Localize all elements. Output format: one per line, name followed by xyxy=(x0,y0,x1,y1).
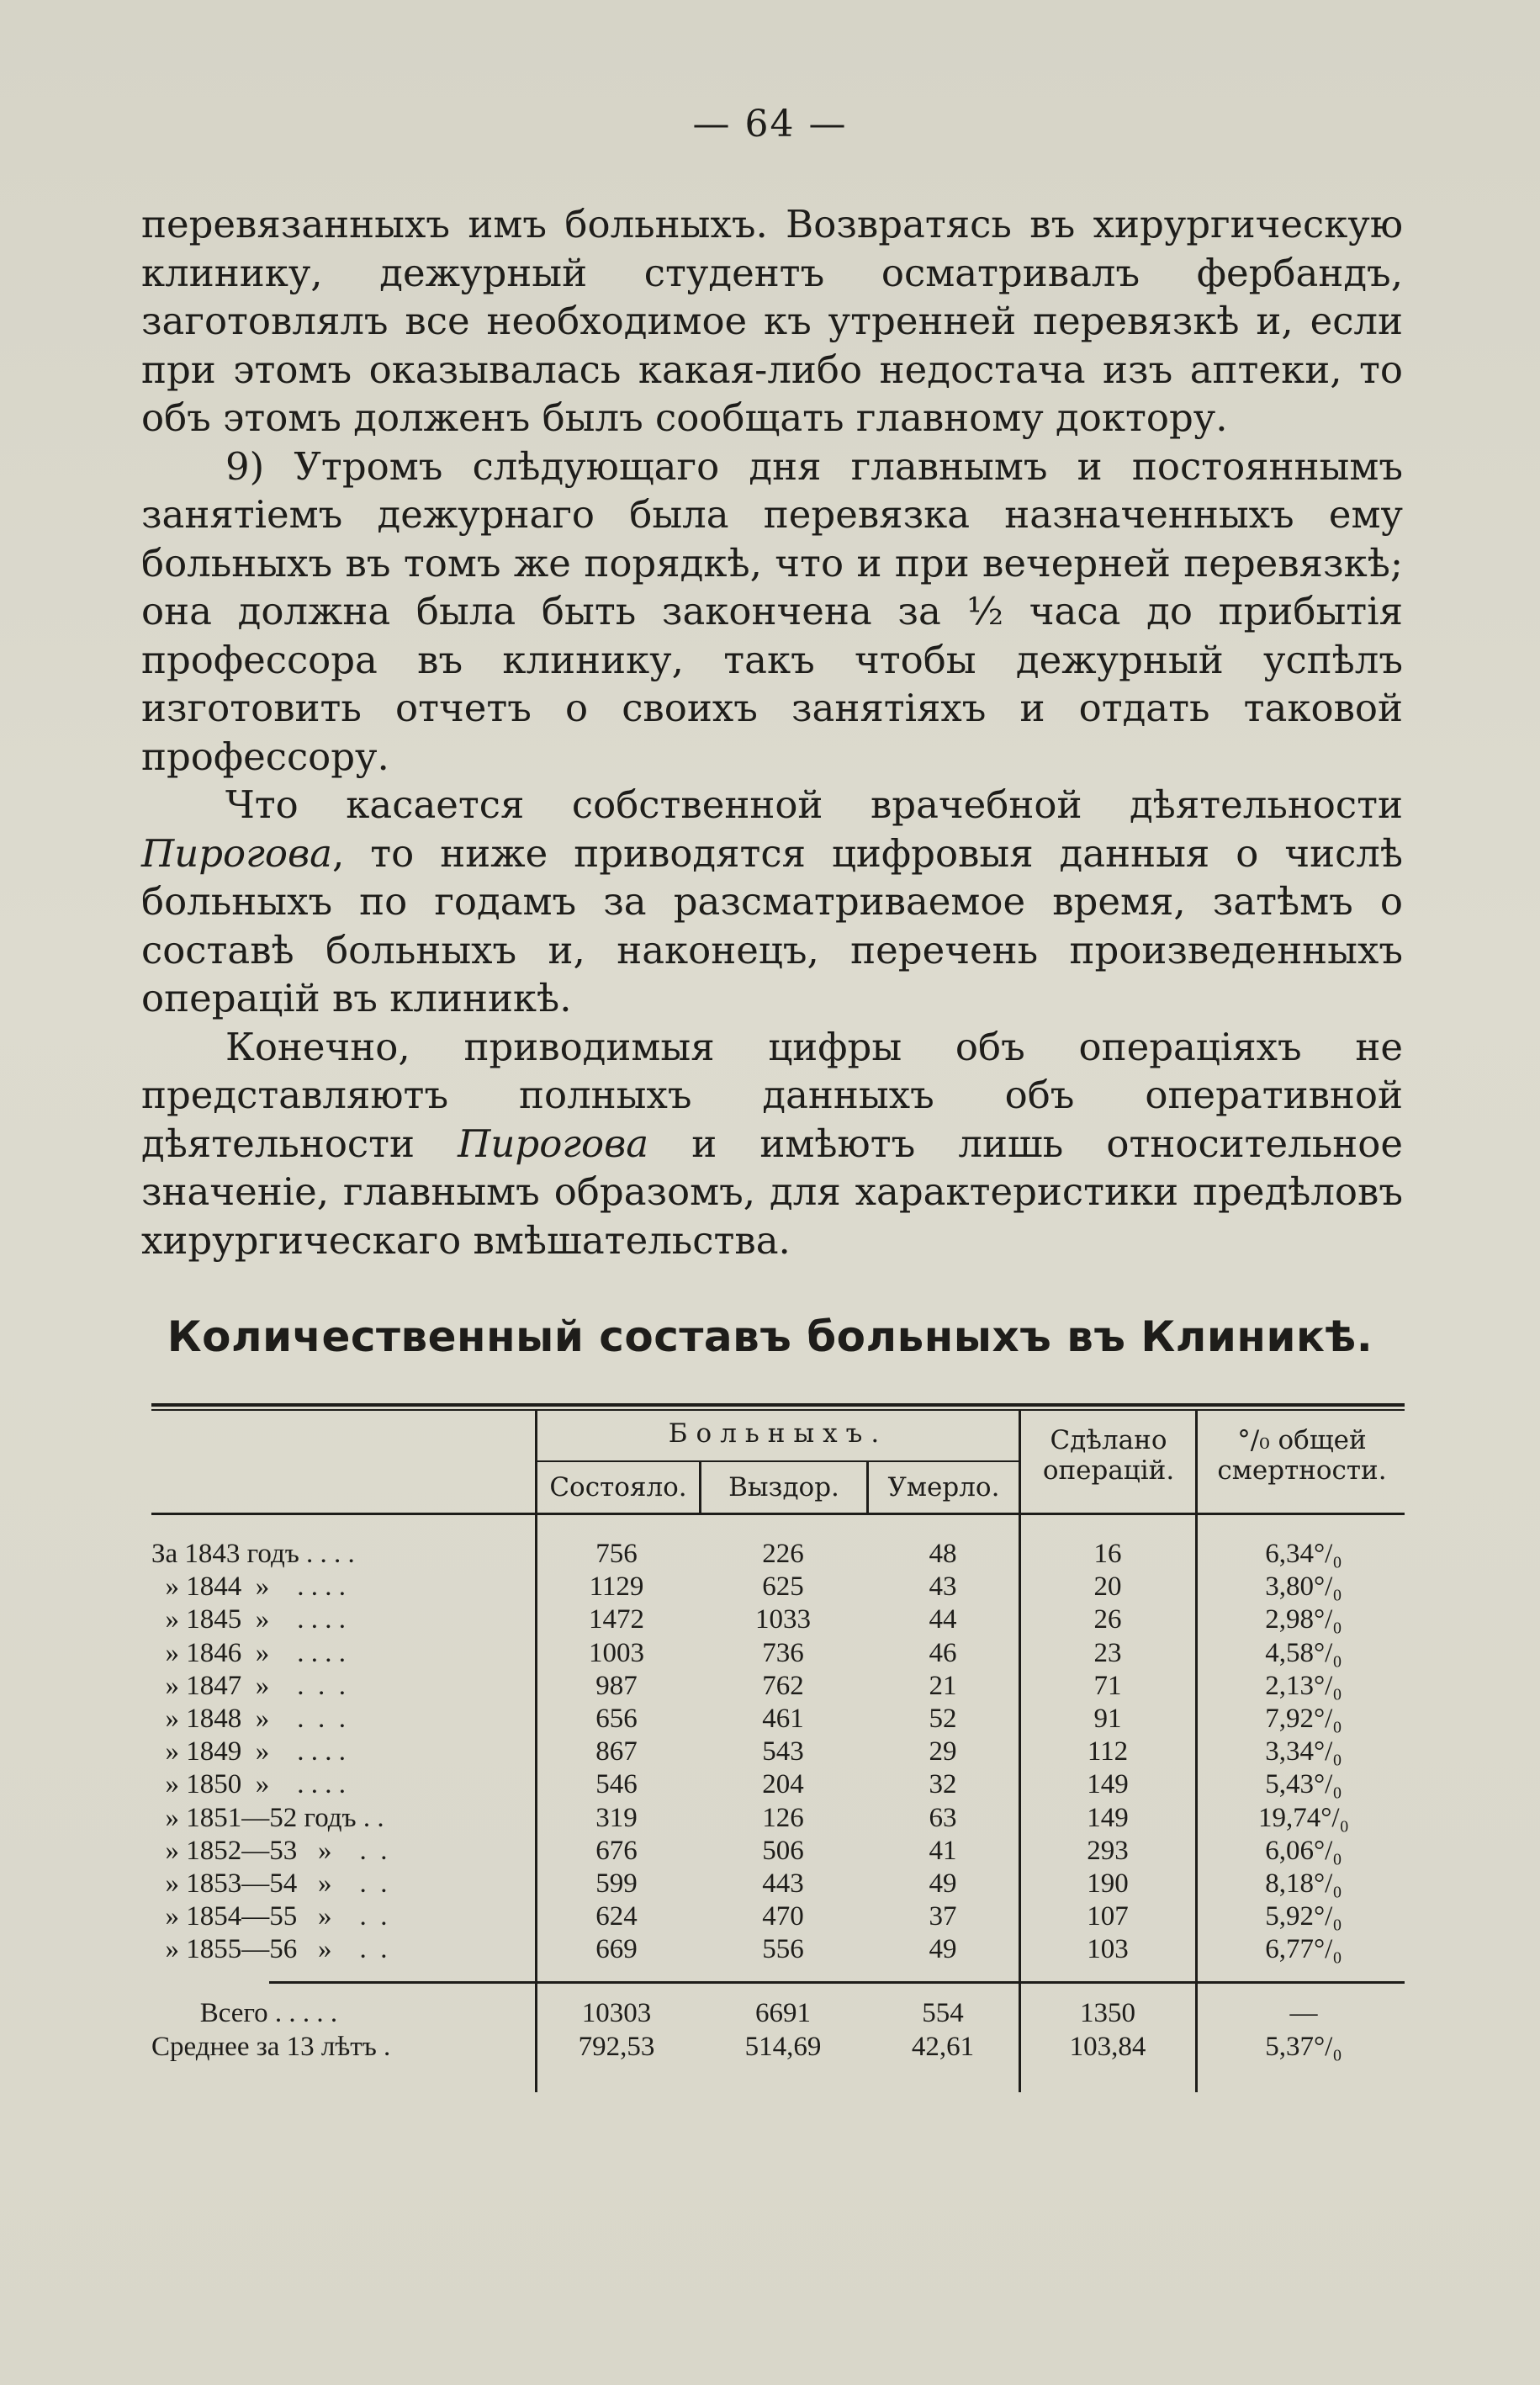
column-divider xyxy=(699,1462,701,1514)
table-cell: 41 xyxy=(929,1835,957,1866)
table-cell: 49 xyxy=(929,1934,957,1965)
header-bottom-rule xyxy=(151,1513,1405,1515)
table-cell: 126 xyxy=(762,1802,804,1833)
table-cell: 26 xyxy=(1093,1604,1122,1635)
column-divider xyxy=(1019,1411,1021,2092)
table-cell: 319 xyxy=(595,1802,638,1833)
table-cell: 514,69 xyxy=(744,2032,822,2062)
table-cell: 5,37°/₀ xyxy=(1265,2032,1342,2062)
paragraph-3-text-b: , то ниже приводятся цифровыя данныя о числѣ больныхъ по годамъ за разсматриваемое время, затѣмъ о составѣ больныхъ и, наконецъ, перечень произведенныхъ операцій въ клиникѣ. xyxy=(141,830,1403,1020)
table-cell: 103 xyxy=(1087,1934,1129,1965)
paragraph-3-text-a: Что касается собственной врачебной дѣятельности xyxy=(225,782,1403,827)
page-number: — 64 — xyxy=(692,103,848,146)
table-cell: 6,34°/₀ xyxy=(1265,1539,1342,1569)
paragraph-1: перевязанныхъ имъ больныхъ. Возвратясь въ хирургическую клинику, дежурный студентъ осматривалъ фербандъ, заготовлялъ все необходимое къ утренней перевязкѣ и, если при этомъ оказывалась какая-либо недостача изъ аптеки, то объ этомъ долженъ былъ сообщать главному доктору. xyxy=(141,202,1403,440)
table-cell: 461 xyxy=(762,1704,804,1734)
table-cell: 52 xyxy=(929,1704,957,1734)
table-cell: 6691 xyxy=(755,1998,811,2028)
table-cell: 5,43°/₀ xyxy=(1265,1769,1342,1800)
row-label: » 1850 » . . . . xyxy=(151,1769,346,1800)
table-cell: 1350 xyxy=(1080,1998,1135,2028)
table-cell: 676 xyxy=(595,1835,638,1866)
table-cell: 103,84 xyxy=(1069,2032,1146,2062)
col-header-operations: Сдѣлано операцій. xyxy=(1042,1425,1175,1486)
table-cell: 91 xyxy=(1093,1704,1122,1734)
table-cell: 226 xyxy=(762,1539,804,1569)
table-cell: 21 xyxy=(929,1670,957,1701)
table-cell: 656 xyxy=(595,1704,638,1734)
table-cell: 599 xyxy=(595,1868,638,1899)
table-cell: 554 xyxy=(922,1998,964,2028)
table-cell: 792,53 xyxy=(578,2032,655,2062)
table-cell: 2,13°/₀ xyxy=(1265,1670,1342,1701)
row-label: » 1854—55 » . . xyxy=(151,1901,388,1932)
table-cell: 42,61 xyxy=(911,2032,975,2062)
paragraph-4-text-b: и имѣютъ лишь относительное значеніе, главнымъ образомъ, для характеристики предѣловъ хирургическаго вмѣшательства. xyxy=(141,1121,1403,1263)
table-cell: 506 xyxy=(762,1835,804,1866)
paragraph-4-text-a: Конечно, приводимыя цифры объ операціяхъ не представляютъ полныхъ данныхъ объ оперативной дѣятельности xyxy=(141,1024,1403,1166)
table-cell: 46 xyxy=(929,1637,957,1668)
col-header-present: Состояло. xyxy=(549,1472,687,1503)
table-cell: 756 xyxy=(595,1539,638,1569)
table-cell: 8,18°/₀ xyxy=(1265,1868,1342,1899)
table-cell: 190 xyxy=(1087,1868,1129,1899)
paragraph-2: 9) Утромъ слѣдующаго дня главнымъ и постояннымъ занятіемъ дежурнаго была перевязка назначенныхъ ему больныхъ въ томъ же порядкѣ, что и при вечерней перевязкѣ; она должна была быть закончена за ½ часа до прибытія профессора въ клинику, такъ чтобы дежурный успѣлъ изготовить отчетъ о своихъ занятіяхъ и отдать таковой профессору. xyxy=(141,443,1403,779)
table-cell: 44 xyxy=(929,1604,957,1635)
table-cell: 1003 xyxy=(589,1637,644,1668)
col-header-died: Умерло. xyxy=(887,1472,1000,1503)
table-cell: 5,92°/₀ xyxy=(1265,1901,1342,1932)
table-cell: 3,80°/₀ xyxy=(1265,1571,1342,1603)
row-label: » 1855—56 » . . xyxy=(151,1934,388,1965)
table-cell: 470 xyxy=(762,1901,804,1932)
table-title: Количественный составъ больныхъ въ Клиникѣ. xyxy=(167,1312,1373,1361)
table-cell: 6,77°/₀ xyxy=(1265,1934,1342,1965)
table-cell: 10303 xyxy=(581,1998,652,2028)
table-top-rule-thin xyxy=(151,1409,1405,1411)
table-cell: 556 xyxy=(762,1934,804,1965)
author-name-italic: Пирогова xyxy=(141,830,332,876)
table-cell: 867 xyxy=(595,1736,638,1768)
table-cell: 546 xyxy=(595,1769,638,1800)
body-bottom-rule xyxy=(269,1981,1405,1984)
table-cell: 16 xyxy=(1093,1539,1122,1569)
column-divider xyxy=(1195,1411,1198,2092)
column-divider xyxy=(866,1462,869,1514)
patients-table xyxy=(151,1403,1405,2101)
table-cell: 107 xyxy=(1087,1901,1129,1932)
table-cell: 987 xyxy=(595,1670,638,1701)
table-cell: 2,98°/₀ xyxy=(1265,1604,1342,1635)
table-cell: 48 xyxy=(929,1539,957,1569)
table-cell: 3,34°/₀ xyxy=(1265,1736,1342,1768)
table-cell: 32 xyxy=(929,1769,957,1800)
table-cell: 6,06°/₀ xyxy=(1265,1835,1342,1866)
table-cell: 624 xyxy=(595,1901,638,1932)
col-header-mortality: °/₀ общей смертности. xyxy=(1217,1425,1387,1486)
table-cell: 7,92°/₀ xyxy=(1265,1704,1342,1734)
table-cell: 112 xyxy=(1087,1736,1129,1768)
row-label: » 1846 » . . . . xyxy=(151,1637,346,1668)
row-label: » 1848 » . . . xyxy=(151,1704,346,1734)
table-cell: 736 xyxy=(762,1637,804,1668)
table-cell: 19,74°/₀ xyxy=(1257,1802,1350,1833)
table-cell: 149 xyxy=(1087,1802,1129,1833)
body-text xyxy=(141,200,1403,1264)
paragraph-3 xyxy=(141,781,1403,1023)
row-label: » 1849 » . . . . xyxy=(151,1736,346,1768)
table-cell: 49 xyxy=(929,1868,957,1899)
table-cell: 43 xyxy=(929,1571,957,1603)
table-cell: 149 xyxy=(1087,1769,1129,1800)
col-header-recovered: Выздор. xyxy=(728,1472,839,1503)
table-cell: 543 xyxy=(762,1736,804,1768)
row-label: За 1843 годъ . . . . xyxy=(151,1539,355,1569)
table-cell: 1472 xyxy=(589,1604,644,1635)
table-cell: 443 xyxy=(762,1868,804,1899)
table-cell: 20 xyxy=(1093,1571,1122,1603)
group-header-rule xyxy=(535,1460,1019,1462)
table-cell: 71 xyxy=(1093,1670,1122,1701)
table-cell: 63 xyxy=(929,1802,957,1833)
table-cell: 29 xyxy=(929,1736,957,1768)
table-cell: 762 xyxy=(762,1670,804,1701)
author-name-italic: Пирогова xyxy=(458,1121,649,1166)
row-label: » 1851—52 годъ . . xyxy=(151,1802,384,1833)
table-cell: 1129 xyxy=(589,1571,644,1603)
row-label: » 1844 » . . . . xyxy=(151,1571,346,1603)
group-header: Больныхъ. xyxy=(668,1418,888,1449)
table-cell: 625 xyxy=(762,1571,804,1603)
row-label: Всего . . . . . xyxy=(151,1998,338,2028)
table-cell: 23 xyxy=(1093,1637,1122,1668)
row-label: » 1852—53 » . . xyxy=(151,1835,388,1866)
row-label: Среднее за 13 лѣтъ . xyxy=(151,2032,391,2062)
table-cell: 204 xyxy=(762,1769,804,1800)
table-cell: 4,58°/₀ xyxy=(1265,1637,1342,1668)
paragraph-4 xyxy=(141,1023,1403,1265)
table-cell: 669 xyxy=(595,1934,638,1965)
table-cell: 37 xyxy=(929,1901,957,1932)
row-label: » 1853—54 » . . xyxy=(151,1868,388,1899)
table-top-rule xyxy=(151,1403,1405,1407)
table-cell: 293 xyxy=(1087,1835,1129,1866)
table-cell: 1033 xyxy=(755,1604,811,1635)
table-cell: — xyxy=(1289,1998,1318,2028)
row-label: » 1845 » . . . . xyxy=(151,1604,346,1635)
row-label: » 1847 » . . . xyxy=(151,1670,346,1701)
